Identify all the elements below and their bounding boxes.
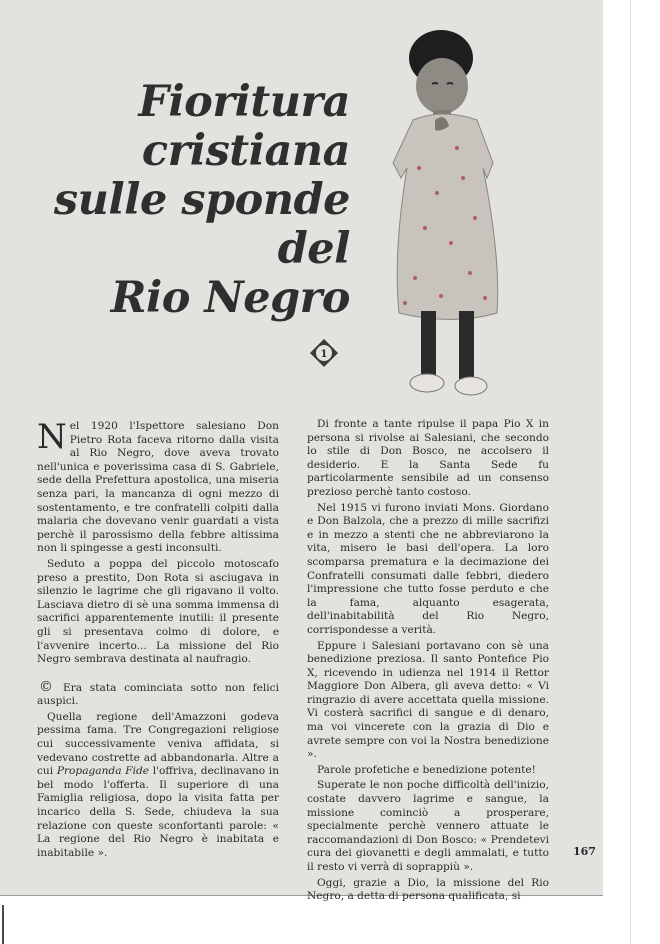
title-line: Rio Negro [110, 273, 350, 323]
page-number: 167 [573, 845, 596, 858]
child-photo [375, 28, 525, 408]
title-line: del [277, 224, 350, 274]
section-mark-icon: © [39, 678, 53, 695]
right-text-column [307, 418, 549, 906]
drop-cap: N [37, 417, 67, 457]
paragraph: Oggi, grazie a Dio, la missione del Rio Negro, a detta di persona qualificata, si [307, 876, 549, 903]
title-line: sulle sponde [53, 175, 350, 225]
article-title [30, 78, 350, 323]
paragraph: Seduto a poppa del piccolo motoscafo preso a prestito, Don Rota si asciugava in silenzio le lagrime che gli rigavano il volto. Lasciava dietro di sè una somma immensa di sacrifici apparentemente inutili: il presente gli si presentava colmo di dolore, e l'avvenire incerto... La missione del Rio Negro sembrava destinata al naufragio. [37, 557, 279, 666]
child-left-shoe [410, 374, 444, 392]
badge-number: 1 [320, 349, 328, 360]
paragraph [37, 417, 279, 556]
paragraph: Eppure i Salesiani portavano con sè una benedizione preziosa. Il santo Pontefice Pio X, ricevendo in udienza nel 1914 il Rettor Maggiore Don Albera, gli aveva detto: « Vi ringrazio di avere accettata quella missione. Vi costerà sacrifici di sangue e di denaro, ma voi vincerete con la grazia di Dio e avrete sempre con voi la Nostra benedizione ». [307, 639, 549, 761]
paragraph-text: Era stata cominciata sotto non felici auspici. [37, 681, 279, 708]
scan-corner-mark [2, 905, 4, 944]
child-left-leg [421, 311, 436, 377]
page-crease-line [630, 0, 631, 944]
title-line: Fioritura [138, 77, 350, 127]
paragraph: Parole profetiche e benedizione potente! [317, 763, 536, 776]
series-number-badge [309, 338, 339, 368]
paragraph [37, 678, 279, 709]
paragraph-text: el 1920 l'Ispettore salesiano Don Pietro Rota faceva ritorno dalla visita al Rio Negro, dove aveva trovato nell'unica e poverissima casa di S. Gabriele, sede della Prefettura apostolica, una miseria senza pari, la mancanza di ogni mezzo di sostentamento, e tre confratelli colpiti dalla malaria che dovevano venir guardati a vista perchè il parossismo della febbre altissima non li spingesse a gesti inconsulti. [37, 420, 279, 555]
child-dress [393, 114, 498, 320]
title-line: cristiana [141, 126, 350, 176]
child-right-shoe [455, 377, 487, 395]
child-face [416, 58, 468, 114]
paragraph: Superate le non poche difficoltà dell'inizio, costate davvero lagrime e sangue, la missione cominciò a prosperare, specialmente perchè vennero attuate le raccomandazioni di Don Bosco: « Prendetevi cura dei giovanetti e degli ammalati, e tutto il resto vi verrà di soprappiù ». [307, 779, 549, 873]
left-text-column [37, 417, 280, 862]
paragraph [37, 711, 279, 861]
child-right-leg [459, 311, 474, 379]
italic-term: Propaganda Fide [56, 765, 150, 778]
paragraph: Di fronte a tante ripulse il papa Pio X in persona si rivolse ai Salesiani, che secondo lo stile di Don Bosco, ne accolsero il desiderio. E la Santa Sede fu particolarmente sensibile ad un consenso prezioso perchè tanto costoso. [307, 418, 549, 498]
paragraph: Nel 1915 vi furono inviati Mons. Giordano e Don Balzola, che a prezzo di mille sacrifizi e in mezzo a stenti che ne abbreviarono la vita, misero le basi dell'opera. La loro scomparsa prematura e la decimazione dei Confratelli consumati dalle febbri, diedero l'impressione che tutto fosse perduto e che la fama, alquanto esagerata, dell'inabitabilità del Rio Negro, corrispondesse a verità. [307, 501, 549, 636]
paragraph-text: Quella regione dell'Amazzoni godeva pessima fama. Tre Congregazioni religiose cui successivamente veniva affidata, si vedevano costrette ad abbandonarla. Altre a cui [37, 710, 279, 778]
paragraph-text: l'offriva, declinavano in bel modo l'offerta. Il superiore di una Famiglia religiosa, dopo la visita fatta per incarico della S. Sede, chiudeva la sua relazione con queste sconfortanti parole: « La regione del Rio Negro è inabitata e inabitabile ». [37, 765, 280, 859]
